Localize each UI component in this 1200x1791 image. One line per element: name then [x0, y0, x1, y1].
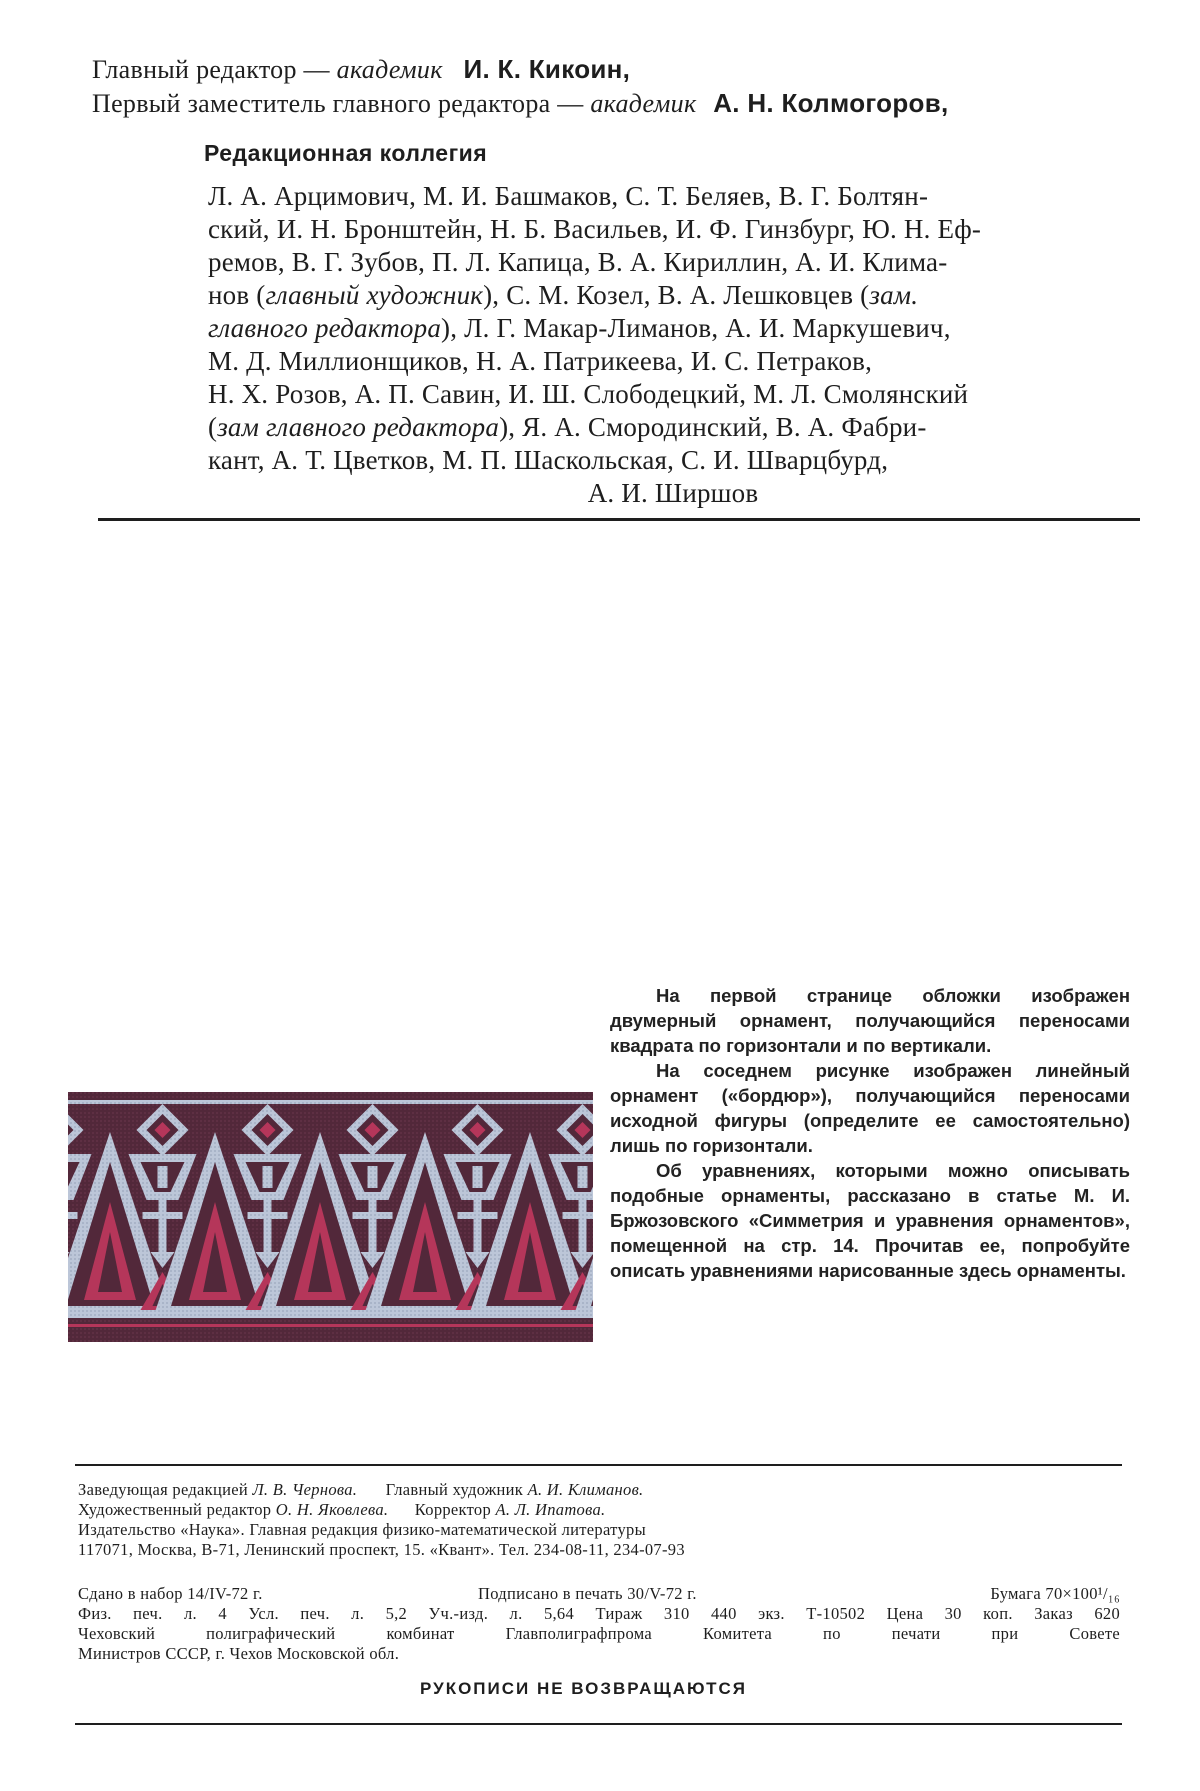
ornament-shape — [353, 1212, 393, 1219]
caption-paragraph: На соседнем рисунке изображен линейный орнамент («бордюр»), получающийся переносами исходной фигуры (определите ее самостоятельно) лишь по горизонтали. — [610, 1060, 1130, 1156]
address-line: 117071, Москва, В-71, Ленинский проспект, 15. «Квант». Тел. 234-08-11, 234-07-93 — [78, 1540, 685, 1559]
art-name: А. И. Климанов. — [527, 1480, 644, 1499]
art-editor-label: Художественный редактор — [78, 1500, 272, 1519]
board-line: кант, А. Т. Цветков, М. П. Шаскольская, С. И. Шварцбурд, — [208, 445, 889, 475]
staff-line-1 — [78, 1480, 1128, 1500]
border-ornament-picture — [68, 1092, 593, 1342]
ornament-shape — [368, 1166, 378, 1188]
ornament-shape — [248, 1212, 288, 1219]
ornament-shape — [263, 1166, 273, 1188]
ornament-image — [68, 1092, 593, 1342]
print-line-3: Чеховский полиграфический комбинат Главполиграфпрома Комитета по печати при Совете — [78, 1624, 1120, 1643]
head-name: Л. В. Чернова. — [252, 1480, 358, 1499]
deputy-title: академик — [590, 89, 697, 118]
board-line: главного редактора), Л. Г. Макар-Лиманов, А. И. Маркушевич, — [208, 313, 951, 343]
paper-format: Бумага 70×100¹/₁₆ — [990, 1584, 1120, 1603]
ornament-shape — [473, 1166, 483, 1188]
board-line: ремов, В. Г. Зубов, П. Л. Капица, В. А. Кириллин, А. И. Клима- — [208, 247, 948, 277]
not-returned-notice: РУКОПИСИ НЕ ВОЗВРАЩАЮТСЯ — [420, 1679, 747, 1698]
corrector-label: Корректор — [414, 1500, 492, 1519]
chief-editor-label: Главный редактор — — [92, 55, 330, 84]
staff-block — [78, 1480, 1128, 1560]
corrector-name: А. Л. Ипатова. — [495, 1500, 606, 1519]
chief-editor-line — [92, 52, 630, 87]
ornament-shape — [68, 1212, 78, 1219]
chief-editor-name: И. К. Кикоин, — [463, 54, 631, 84]
deputy-name: А. Н. Колмогоров, — [713, 88, 949, 118]
deputy-editor-line — [92, 86, 949, 121]
ornament-shape — [158, 1166, 168, 1188]
head-label: Заведующая редакцией — [78, 1480, 249, 1499]
chief-editor-title: академик — [336, 55, 443, 84]
board-last-line: А. И. Ширшов — [587, 478, 759, 508]
publisher-line: Издательство «Наука». Главная редакция физико-математической литературы — [78, 1520, 646, 1539]
board-line: нов (главный художник), С. М. Козел, В. А. Лешковцев (зам. — [208, 280, 919, 310]
staff-line-2 — [78, 1500, 1128, 1520]
deputy-label: Первый заместитель главного редактора — — [92, 89, 584, 118]
ornament-shape — [143, 1212, 183, 1219]
caption-paragraph: Об уравнениях, которыми можно описывать подобные орнаменты, рассказано в статье М. И. Бржозовского «Симметрия и уравнения орнаментов», помещенной на стр. 14. Прочитав ее, попробуйте описать уравнениями нарисованные здесь орнаменты. — [610, 1160, 1130, 1281]
board-line: Л. А. Арцимович, М. И. Башмаков, С. Т. Беляев, В. Г. Болтян- — [208, 181, 929, 211]
print-line-4: Министров СССР, г. Чехов Московской обл. — [78, 1644, 400, 1663]
ornament-shape — [578, 1166, 588, 1188]
imprint-divider-bottom — [75, 1723, 1122, 1725]
board-members — [208, 180, 1138, 510]
ornament-shape — [458, 1212, 498, 1219]
art-editor-name: О. Н. Яковлева. — [275, 1500, 389, 1519]
imprint-divider-top — [75, 1464, 1122, 1466]
board-title: Редакционная коллегия — [204, 140, 488, 166]
board-line: ский, И. Н. Бронштейн, Н. Б. Васильев, И. Ф. Гинзбург, Ю. Н. Еф- — [208, 214, 982, 244]
cover-caption — [610, 983, 1130, 1283]
art-label: Главный художник — [385, 1480, 524, 1499]
ornament-shape — [563, 1212, 594, 1219]
caption-paragraph: На первой странице обложки изображен двумерный орнамент, получающийся переносами квадрата по горизонтали и по вертикали. — [610, 985, 1130, 1056]
print-line-2: Физ. печ. л. 4 Усл. печ. л. 5,2 Уч.-изд. л. 5,64 Тираж 310 440 экз. Т-10502 Цена 30 коп. Заказ 620 — [78, 1604, 1120, 1623]
print-info-block — [78, 1584, 1120, 1664]
board-line: М. Д. Миллионщиков, Н. А. Патрикеева, И. С. Петраков, — [208, 346, 873, 376]
board-line: Н. Х. Розов, А. П. Савин, И. Ш. Слободецкий, М. Л. Смолянский — [208, 379, 969, 409]
print-line-1 — [78, 1584, 1120, 1604]
header-divider — [98, 518, 1140, 521]
signed-date: Подписано в печать 30/V-72 г. — [478, 1584, 697, 1603]
sent-date: Сдано в набор 14/IV-72 г. — [78, 1584, 263, 1603]
board-line: (зам главного редактора), Я. А. Смородинский, В. А. Фабри- — [208, 412, 927, 442]
